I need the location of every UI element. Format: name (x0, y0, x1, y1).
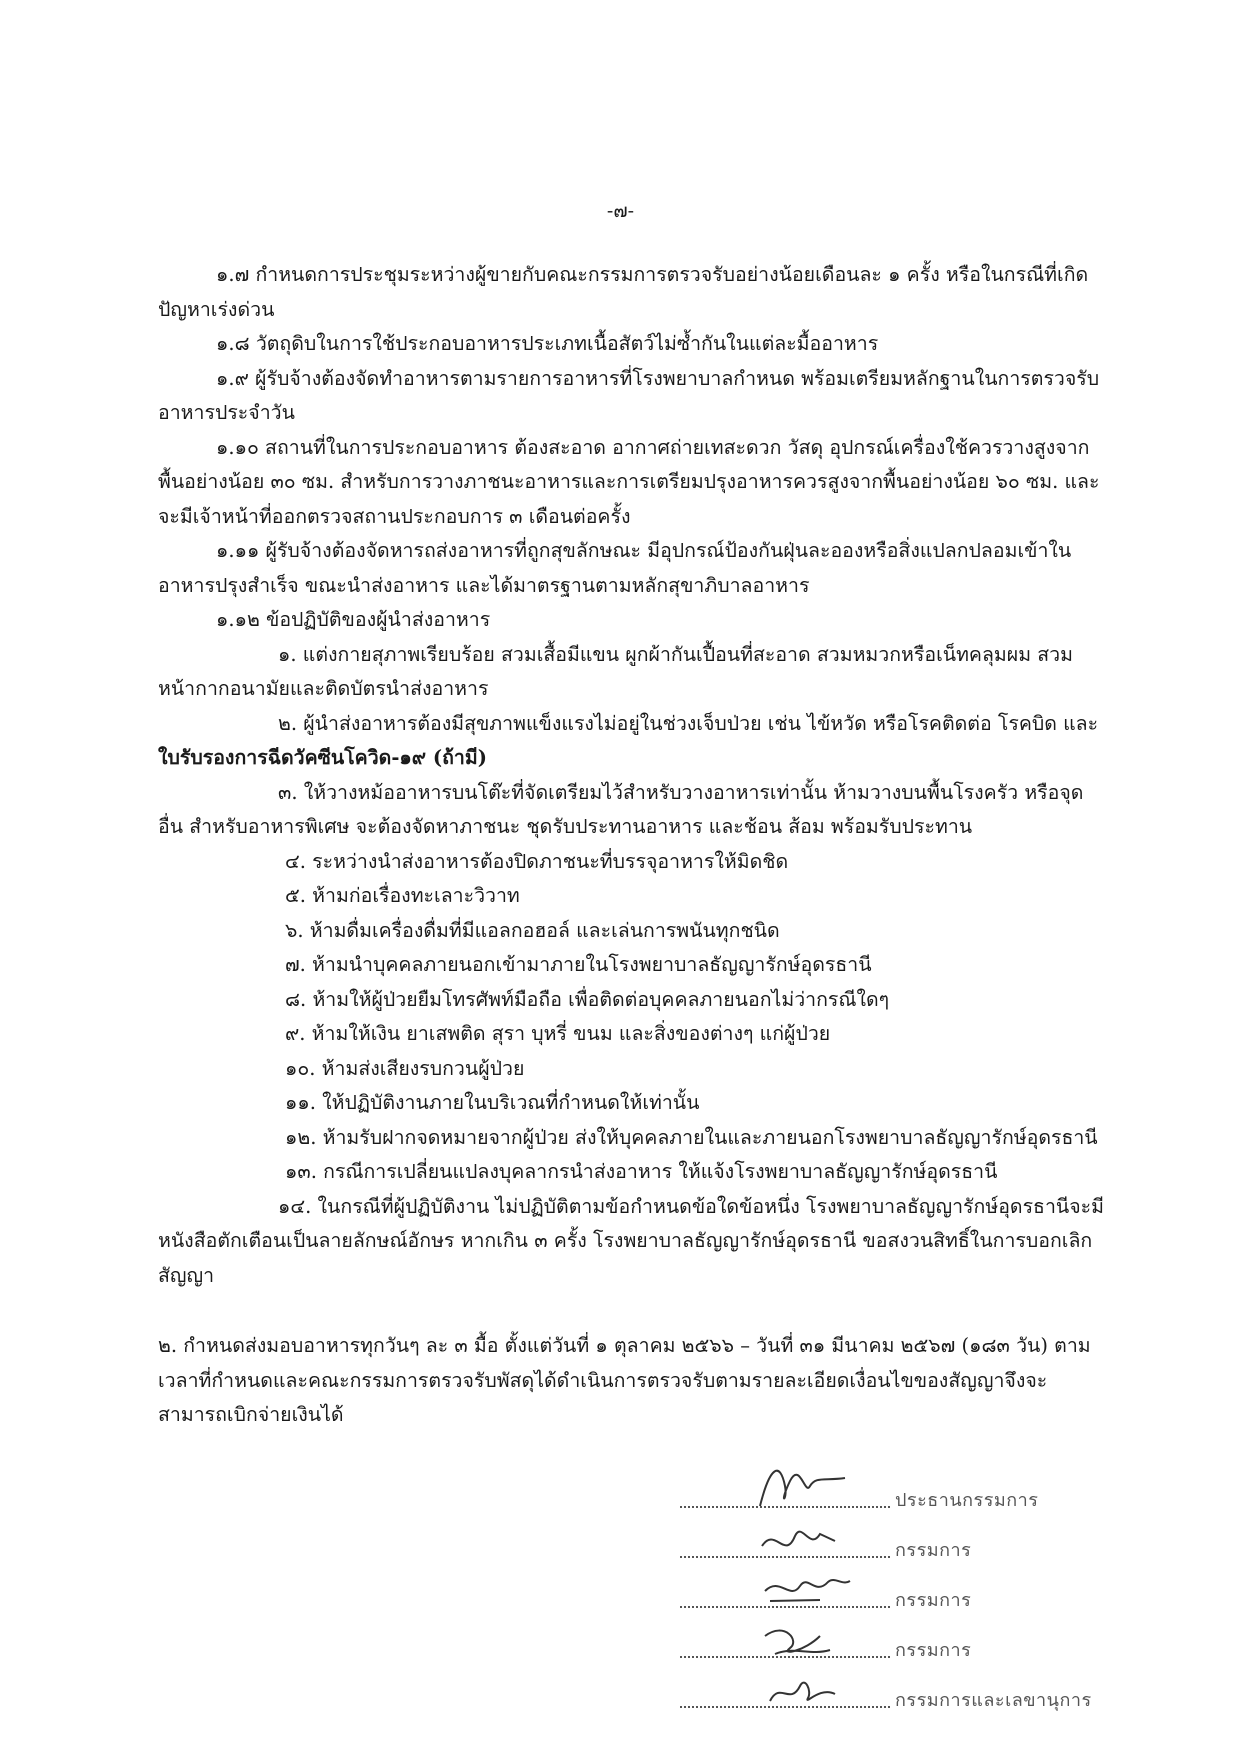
document-body (158, 258, 1108, 1433)
signature-row-member-1 (680, 1520, 1120, 1570)
rule-4: ๔. ระหว่างนำส่งอาหารต้องปิดภาชนะที่บรรจุอาหารให้มิดชิด (285, 849, 789, 873)
section-2-delivery-schedule: ๒. กำหนดส่งมอบอาหารทุกวันๆ ละ ๓ มื้อ ตั้งแต่วันที่ ๑ ตุลาคม ๒๕๖๖ – วันที่ ๓๑ มีนาคม ๒๕๖๗ (๑๘๓ วัน) ตามเวลาที่กำหนดและคณะกรรมการตรวจรับพัสดุได้ดำเนินการตรวจรับตามรายละเอียดเงื่อนไขของสัญญาจึงจะสามารถเบิกจ่ายเงินได้ (158, 1334, 1091, 1426)
role-label: กรรมการ (895, 1540, 972, 1561)
clause-1-8: ๑.๘ วัตถุดิบในการใช้ประกอบอาหารประเภทเนื้อสัตว์ไม่ซ้ำกันในแต่ละมื้ออาหาร (216, 332, 879, 355)
rule-9: ๙. ห้ามให้เงิน ยาเสพติด สุรา บุหรี่ ขนม และสิ่งของต่างๆ แก่ผู้ป่วย (285, 1022, 831, 1045)
rule-2-vaccine-certificate: ใบรับรองการฉีดวัคซีนโควิด-๑๙ (ถ้ามี) (158, 746, 487, 769)
clause-1-11: ๑.๑๑ ผู้รับจ้างต้องจัดหารถส่งอาหารที่ถูกสุขลักษณะ มีอุปกรณ์ป้องกันฝุ่นละอองหรือสิ่งแปลกปลอมเข้าในอาหารปรุงสำเร็จ ขณะนำส่งอาหาร และได้มาตรฐานตามหลักสุขาภิบาลอาหาร (158, 539, 1072, 597)
signature-row-chairman (680, 1470, 1120, 1520)
rule-14: ๑๔. ในกรณีที่ผู้ปฏิบัติงาน ไม่ปฏิบัติตามข้อกำหนดข้อใดข้อหนึ่ง โรงพยาบาลธัญญารักษ์อุดรธานีจะมีหนังสือตักเตือนเป็นลายลักษณ์อักษร หากเกิน ๓ ครั้ง โรงพยาบาลธัญญารักษ์อุดรธานี ขอสงวนสิทธิ์ในการบอกเลิกสัญญา (158, 1194, 1104, 1287)
signature-block (680, 1470, 1120, 1720)
rule-7: ๗. ห้ามนำบุคคลภายนอกเข้ามาภายในโรงพยาบาลธัญญารักษ์อุดรธานี (285, 953, 872, 976)
signature-row-member-3 (680, 1620, 1120, 1670)
rule-11: ๑๑. ให้ปฏิบัติงานภายในบริเวณที่กำหนดให้เท่านั้น (285, 1091, 700, 1114)
signature-row-member-2 (680, 1570, 1120, 1620)
rule-2 (158, 707, 1108, 776)
rule-13: ๑๓. กรณีการเปลี่ยนแปลงบุคลากรนำส่งอาหาร ให้แจ้งโรงพยาบาลธัญญารักษ์อุดรธานี (285, 1160, 998, 1183)
rule-12: ๑๒. ห้ามรับฝากจดหมายจากผู้ป่วย ส่งให้บุคคลภายในและภายนอกโรงพยาบาลธัญญารักษ์อุดรธานี (285, 1125, 1098, 1149)
rule-1: ๑. แต่งกายสุภาพเรียบร้อย สวมเสื้อมีแขน ผูกผ้ากันเปื้อนที่สะอาด สวมหมวกหรือเน็ทคลุมผม สวมหน้ากากอนามัยและติดบัตรนำส่งอาหาร (158, 642, 1073, 700)
rule-3: ๓. ให้วางหม้ออาหารบนโต๊ะที่จัดเตรียมไว้สำหรับวางอาหารเท่านั้น ห้ามวางบนพื้นโรงครัว หรือจุดอื่น สำหรับอาหารพิเศษ จะต้องจัดหาภาชนะ ชุดรับประทานอาหาร และช้อน ส้อม พร้อมรับประทาน (158, 780, 1084, 838)
handwritten-signature-icon (750, 1656, 860, 1716)
rule-10: ๑๐. ห้ามส่งเสียงรบกวนผู้ป่วย (285, 1056, 525, 1080)
rule-5: ๕. ห้ามก่อเรื่องทะเลาะวิวาท (285, 884, 520, 907)
clause-1-12: ๑.๑๒ ข้อปฏิบัติของผู้นำส่งอาหาร (216, 608, 491, 631)
clause-1-10: ๑.๑๐ สถานที่ในการประกอบอาหาร ต้องสะอาด อากาศถ่ายเทสะดวก วัสดุ อุปกรณ์เครื่องใช้ควรวางสูงจากพื้นอย่างน้อย ๓๐ ซม. สำหรับการวางภาชนะอาหารและการเตรียมปรุงอาหารควรสูงจากพื้นอย่างน้อย ๖๐ ซม. และจะมีเจ้าหน้าที่ออกตรวจสถานประกอบการ ๓ เดือนต่อครั้ง (158, 435, 1100, 528)
role-label: ประธานกรรมการ (895, 1490, 1039, 1511)
rule-6: ๖. ห้ามดื่มเครื่องดื่มที่มีแอลกอฮอล์ และเล่นการพนันทุกชนิด (285, 918, 780, 942)
role-label: กรรมการ (895, 1590, 972, 1611)
rule-8: ๘. ห้ามให้ผู้ป่วยยืมโทรศัพท์มือถือ เพื่อติดต่อบุคคลภายนอกไม่ว่ากรณีใดๆ (285, 987, 890, 1011)
clause-1-7: ๑.๗ กำหนดการประชุมระหว่างผู้ขายกับคณะกรรมการตรวจรับอย่างน้อยเดือนละ ๑ ครั้ง หรือในกรณีที่เกิดปัญหาเร่งด่วน (158, 263, 1089, 321)
role-label: กรรมการ (895, 1640, 972, 1661)
role-label: กรรมการและเลขานุการ (895, 1690, 1092, 1711)
page-number: -๗- (606, 200, 635, 222)
clause-1-9: ๑.๙ ผู้รับจ้างต้องจัดทำอาหารตามรายการอาหารที่โรงพยาบาลกำหนด พร้อมเตรียมหลักฐานในการตรวจรับอาหารประจำวัน (158, 366, 1100, 424)
signature-row-secretary (680, 1670, 1120, 1720)
rule-2-text: ๒. ผู้นำส่งอาหารต้องมีสุขภาพแข็งแรงไม่อยู่ในช่วงเจ็บป่วย เช่น ไข้หวัด หรือโรคติดต่อ โรคบิด และ (278, 711, 1099, 735)
